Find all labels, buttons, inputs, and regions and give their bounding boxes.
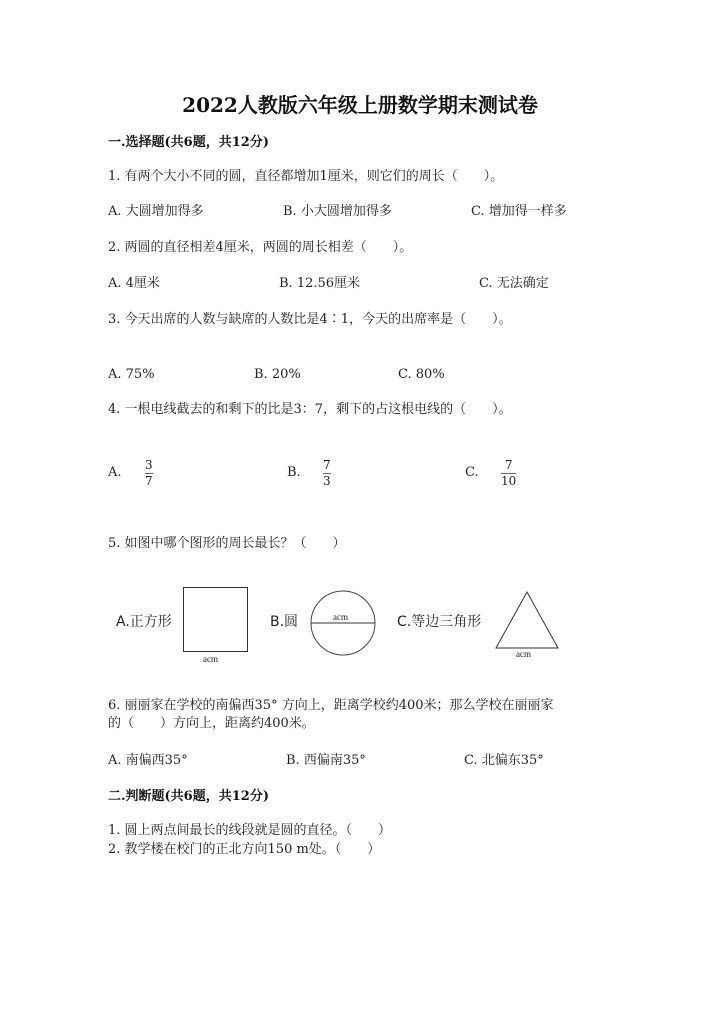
option-a-label: A. — [108, 465, 122, 480]
numerator: 7 — [504, 458, 513, 472]
figure-c-label: C.等边三角形 — [397, 614, 482, 630]
question-4: 4. 一根电线截去的和剩下的比是3：7，剩下的占这根电线的（ ）。 — [108, 402, 512, 417]
fraction-a — [145, 459, 153, 488]
option-b: B. 20% — [254, 367, 301, 382]
question-5: 5. 如图中哪个图形的周长最长？（ ） — [108, 536, 346, 551]
fraction-b — [323, 459, 331, 488]
page-title: 2022人教版六年级上册数学期末测试卷 — [182, 93, 538, 117]
numerator: 7 — [323, 458, 331, 472]
option-b: B. 12.56厘米 — [279, 276, 361, 291]
option-a: A. 南偏西35° — [108, 753, 188, 768]
question-6-line1: 6. 丽丽家在学校的南偏西35° 方向上，距离学校约400米；那么学校在丽丽家 — [108, 698, 554, 713]
square-figure — [183, 587, 248, 652]
option-c: C. 增加得一样多 — [471, 204, 567, 219]
option-c-label: C. — [465, 465, 479, 480]
square-side-label: acm — [203, 654, 218, 664]
option-c: C. 80% — [398, 367, 445, 382]
figure-a-label: A.正方形 — [116, 614, 172, 630]
numerator: 3 — [145, 458, 153, 472]
circle-diameter-label: acm — [333, 612, 348, 622]
option-b: B. 小大圆增加得多 — [283, 204, 392, 219]
question-1: 1. 有两个大小不同的圆，直径都增加1厘米，则它们的周长（ ）。 — [108, 169, 504, 184]
option-a: A. 75% — [108, 367, 155, 382]
triangle-figure — [494, 590, 560, 650]
denominator: 7 — [145, 474, 153, 488]
denominator: 3 — [323, 474, 331, 488]
fraction-c — [501, 459, 516, 488]
option-b: B. 西偏南35° — [286, 753, 366, 768]
question-2: 2. 两圆的直径相差4厘米，两圆的周长相差（ ）。 — [108, 240, 413, 255]
option-b-label: B. — [287, 465, 301, 480]
question-3: 3. 今天出席的人数与缺席的人数比是4∶1，今天的出席率是（ ）。 — [108, 312, 512, 327]
denominator: 10 — [501, 474, 517, 488]
question-6-line2: 的（ ）方向上，距离约400米。 — [108, 716, 315, 731]
option-c: C. 北偏东35° — [464, 753, 544, 768]
option-a: A. 大圆增加得多 — [108, 204, 204, 219]
option-a: A. 4厘米 — [108, 276, 160, 291]
judgment-question-2: 2. 教学楼在校门的正北方向150 m处。（ ） — [108, 842, 381, 857]
section-heading-judgment: 二.判断题(共6题，共12分) — [108, 789, 269, 804]
triangle-side-label: acm — [516, 649, 531, 659]
judgment-question-1: 1. 圆上两点间最长的线段就是圆的直径。（ ） — [108, 823, 392, 838]
figure-b-label: B.圆 — [270, 614, 299, 630]
section-heading-choice: 一.选择题(共6题，共12分) — [108, 135, 269, 150]
option-c: C. 无法确定 — [479, 276, 549, 291]
